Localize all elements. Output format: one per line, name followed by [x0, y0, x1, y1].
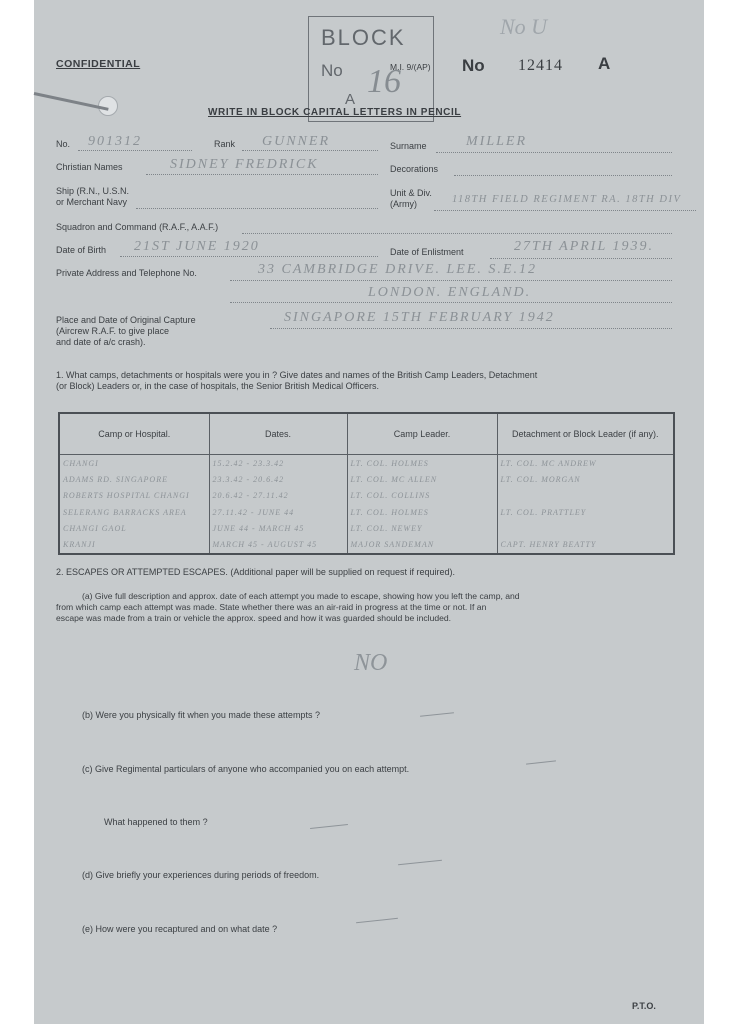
- cell-detachment: LT. COL. PRATTLEY: [497, 504, 674, 520]
- no-label: No.: [56, 139, 71, 149]
- question-2e: (e) How were you recaptured and on what date ?: [82, 924, 278, 934]
- handwritten-no-mark: No U: [500, 14, 548, 39]
- unit-label-2: (Army): [390, 199, 417, 209]
- table-row: [59, 504, 674, 520]
- number-label: No: [462, 56, 485, 75]
- answer-dash-d: [398, 860, 442, 866]
- answer-dash-c-followup: [310, 824, 348, 829]
- cell-leader: LT. COL. NEWEY: [347, 520, 497, 536]
- question-2a-line-3: escape was made from a train or vehicle the approx. speed and how it was guarded should be included.: [56, 613, 452, 623]
- cell-detachment: [497, 488, 674, 504]
- christian-names-label: Christian Names: [56, 162, 123, 172]
- cell-leader: LT. COL. MC ALLEN: [347, 471, 497, 487]
- cell-detachment: CAPT. HENRY BEATTY: [497, 537, 674, 554]
- form-sheet: [34, 0, 704, 1024]
- capture-label-3: and date of a/c crash).: [56, 337, 146, 347]
- table-header-row: [59, 413, 674, 455]
- address-line-2: LONDON. ENGLAND.: [368, 285, 532, 300]
- rank-label: Rank: [214, 139, 236, 149]
- surname-label: Surname: [390, 141, 427, 151]
- block-word: BLOCK: [321, 25, 406, 50]
- block-letter: A: [345, 91, 356, 108]
- enlistment-label: Date of Enlistment: [390, 247, 464, 257]
- cell-dates: JUNE 44 - MARCH 45: [209, 520, 347, 536]
- header-camp: Camp or Hospital.: [59, 413, 209, 455]
- cell-dates: 15.2.42 - 23.3.42: [209, 455, 347, 472]
- cell-dates: MARCH 45 - AUGUST 45: [209, 537, 347, 554]
- table-row: [59, 455, 674, 472]
- header-camp-leader: Camp Leader.: [347, 413, 497, 455]
- address-line-1: 33 CAMBRIDGE DRIVE. LEE. S.E.12: [258, 262, 537, 277]
- header-detachment-leader: Detachment or Block Leader (if any).: [497, 413, 674, 455]
- cell-camp: ROBERTS HOSPITAL CHANGI: [59, 488, 209, 504]
- cell-leader: LT. COL. HOLMES: [347, 504, 497, 520]
- cell-camp: CHANGI GAOL: [59, 520, 209, 536]
- question-2b: (b) Were you physically fit when you made these attempts ?: [82, 710, 320, 720]
- cell-dates: 27.11.42 - JUNE 44: [209, 504, 347, 520]
- serial-suffix: A: [598, 54, 611, 73]
- unit-value: 118TH FIELD REGIMENT RA. 18TH DIV: [452, 194, 682, 205]
- question-2a-line-2: from which camp each attempt was made. State whether there was an air-raid in progress at the time or not. If an: [56, 602, 487, 612]
- cell-leader: LT. COL. COLLINS: [347, 488, 497, 504]
- question-1-line-2: (or Block) Leaders or, in the case of hospitals, the Senior British Medical Officers.: [56, 381, 379, 391]
- table-row: [59, 537, 674, 554]
- cell-camp: KRANJI: [59, 537, 209, 554]
- capture-value: SINGAPORE 15TH FEBRUARY 1942: [284, 310, 555, 325]
- question-2a-answer: NO: [354, 650, 388, 676]
- dob-label: Date of Birth: [56, 245, 107, 255]
- table-row: [59, 520, 674, 536]
- rank-value: GUNNER: [262, 134, 330, 149]
- table-row: [59, 471, 674, 487]
- pto-label: P.T.O.: [632, 1001, 656, 1011]
- answer-dash-e: [356, 918, 398, 923]
- capture-label-1: Place and Date of Original Capture: [56, 315, 196, 325]
- ship-label-1: Ship (R.N., U.S.N.: [56, 186, 130, 196]
- cell-camp: ADAMS RD. SINGAPORE: [59, 471, 209, 487]
- answer-dash-b: [420, 712, 454, 717]
- serial-number: 12414: [518, 57, 563, 74]
- instruction-heading: WRITE IN BLOCK CAPITAL LETTERS IN PENCIL: [208, 107, 462, 118]
- surname-value: MILLER: [466, 134, 527, 149]
- cell-dates: 20.6.42 - 27.11.42: [209, 488, 347, 504]
- cell-camp: SELERANG BARRACKS AREA: [59, 504, 209, 520]
- tag-string: [34, 92, 109, 111]
- confidential-label: CONFIDENTIAL: [56, 58, 141, 70]
- capture-label-2: (Aircrew R.A.F. to give place: [56, 326, 170, 336]
- question-2c: (c) Give Regimental particulars of anyone who accompanied you on each attempt.: [82, 764, 410, 774]
- question-2d: (d) Give briefly your experiences during periods of freedom.: [82, 870, 320, 880]
- block-no: No: [321, 61, 343, 80]
- ship-label-2: or Merchant Navy: [56, 197, 128, 207]
- block-number-handwritten: 16: [367, 63, 401, 100]
- cell-leader: MAJOR SANDEMAN: [347, 537, 497, 554]
- question-1-line-1: 1. What camps, detachments or hospitals were you in ? Give dates and names of the British Camp Leaders, Detachment: [56, 370, 538, 380]
- cell-detachment: [497, 520, 674, 536]
- reference-code: M.I. 9/(AP): [390, 62, 431, 72]
- cell-dates: 23.3.42 - 20.6.42: [209, 471, 347, 487]
- dob-value: 21ST JUNE 1920: [134, 239, 260, 254]
- squadron-label: Squadron and Command (R.A.F., A.A.F.): [56, 222, 219, 232]
- cell-detachment: LT. COL. MORGAN: [497, 471, 674, 487]
- enlistment-value: 27TH APRIL 1939.: [514, 239, 654, 254]
- service-number: 901312: [88, 134, 142, 149]
- question-2c-followup: What happened to them ?: [104, 817, 208, 827]
- header-dates: Dates.: [209, 413, 347, 455]
- decorations-label: Decorations: [390, 164, 439, 174]
- question-2-title: 2. ESCAPES OR ATTEMPTED ESCAPES. (Additional paper will be supplied on request if required).: [56, 567, 456, 577]
- cell-leader: LT. COL. HOLMES: [347, 455, 497, 472]
- answer-dash-c: [526, 760, 556, 764]
- cell-detachment: LT. COL. MC ANDREW: [497, 455, 674, 472]
- question-2a-line-1: (a) Give full description and approx. date of each attempt you made to escape, showing how you left the camp, and: [82, 591, 520, 601]
- table-row: [59, 488, 674, 504]
- camps-table: [58, 412, 675, 555]
- unit-label-1: Unit & Div.: [390, 188, 432, 198]
- christian-names-value: SIDNEY FREDRICK: [170, 157, 319, 172]
- address-label: Private Address and Telephone No.: [56, 268, 197, 278]
- cell-camp: CHANGI: [59, 455, 209, 472]
